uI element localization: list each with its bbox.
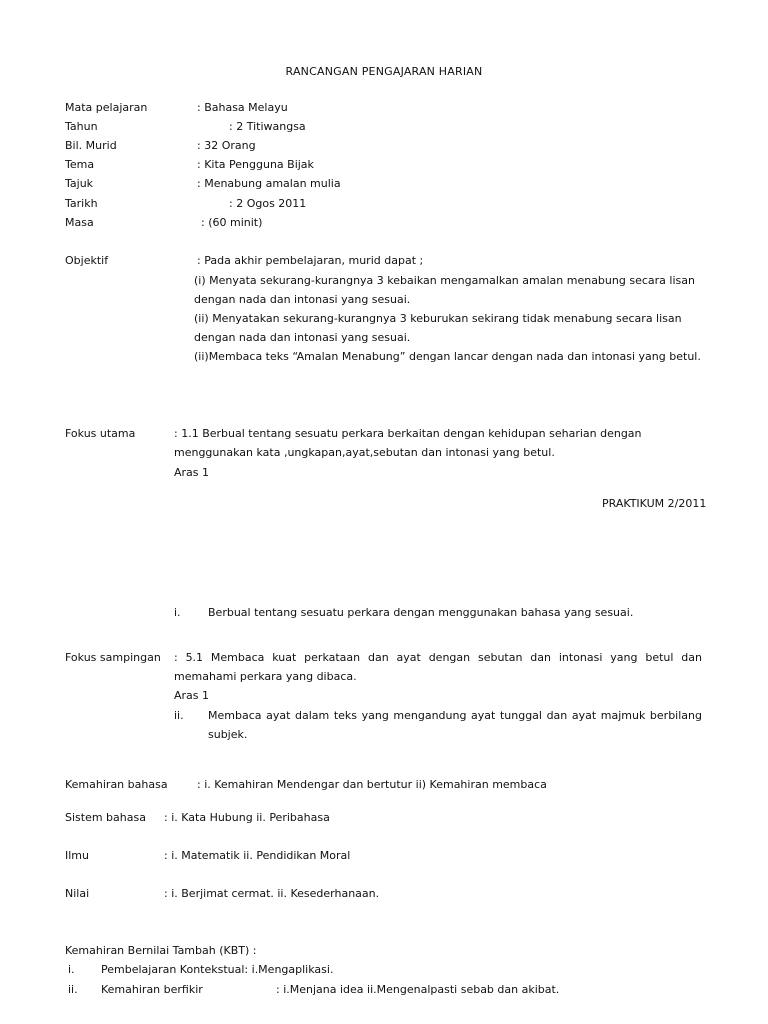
kbt-item-number: i. xyxy=(68,963,75,976)
info-label-date: Tarikh xyxy=(65,197,98,210)
kbt-item-value: : i.Menjana idea ii.Mengenalpasti sebab dan akibat. xyxy=(276,983,560,996)
kbt-heading: Kemahiran Bernilai Tambah (KBT) : xyxy=(65,944,257,957)
info-label-subject: Mata pelajaran xyxy=(65,101,148,114)
language-system-value: : i. Kata Hubung ii. Peribahasa xyxy=(164,811,330,824)
main-focus-item-number: i. xyxy=(174,606,181,619)
main-focus-line: menggunakan kata ,ungkapan,ayat,sebutan dan intonasi yang betul. xyxy=(174,446,555,459)
secondary-focus-item-text: Membaca ayat dalam teks yang mengandung ayat tunggal dan ayat majmuk berbilang xyxy=(208,709,702,722)
info-label-time: Masa xyxy=(65,216,94,229)
info-label-students: Bil. Murid xyxy=(65,139,117,152)
main-focus-level: Aras 1 xyxy=(174,466,210,479)
secondary-focus-item-number: ii. xyxy=(174,709,184,722)
info-label-topic: Tajuk xyxy=(65,177,94,190)
objective-label: Objektif xyxy=(65,254,109,267)
objective-line: dengan nada dan intonasi yang sesuai. xyxy=(194,293,411,306)
info-value-students: : 32 Orang xyxy=(197,139,256,152)
secondary-focus-label: Fokus sampingan xyxy=(65,651,161,664)
objective-line: dengan nada dan intonasi yang sesuai. xyxy=(194,331,411,344)
info-value-topic: : Menabung amalan mulia xyxy=(197,177,341,190)
info-value-time: : (60 minit) xyxy=(201,216,263,229)
main-focus-item-text: Berbual tentang sesuatu perkara dengan menggunakan bahasa yang sesuai. xyxy=(208,606,634,619)
language-system-label: Sistem bahasa xyxy=(65,811,146,824)
document-title: RANCANGAN PENGAJARAN HARIAN xyxy=(285,65,483,78)
language-skill-label: Kemahiran bahasa xyxy=(65,778,168,791)
info-label-year: Tahun xyxy=(65,120,98,133)
objective-line: (i) Menyata sekurang-kurangnya 3 kebaikan mengamalkan amalan menabung secara lisan xyxy=(194,274,695,287)
objective-intro: : Pada akhir pembelajaran, murid dapat ; xyxy=(197,254,424,267)
objective-line: (ii)Membaca teks “Amalan Menabung” dengan lancar dengan nada dan intonasi yang betul. xyxy=(194,350,701,363)
knowledge-label: Ilmu xyxy=(65,849,89,862)
info-value-theme: : Kita Pengguna Bijak xyxy=(197,158,314,171)
main-focus-line: : 1.1 Berbual tentang sesuatu perkara berkaitan dengan kehidupan seharian dengan xyxy=(174,427,642,440)
info-value-date: : 2 Ogos 2011 xyxy=(229,197,307,210)
secondary-focus-line: memahami perkara yang dibaca. xyxy=(174,670,357,683)
kbt-item-label: Pembelajaran Kontekstual: i.Mengaplikasi. xyxy=(101,963,334,976)
values-value: : i. Berjimat cermat. ii. Kesederhanaan. xyxy=(164,887,380,900)
info-label-theme: Tema xyxy=(65,158,95,171)
info-value-year: : 2 Titiwangsa xyxy=(229,120,306,133)
secondary-focus-level: Aras 1 xyxy=(174,689,210,702)
secondary-focus-item-text: subjek. xyxy=(208,728,248,741)
main-focus-label: Fokus utama xyxy=(65,427,136,440)
info-value-subject: : Bahasa Melayu xyxy=(197,101,288,114)
kbt-item-number: ii. xyxy=(68,983,78,996)
values-label: Nilai xyxy=(65,887,90,900)
kbt-item-label: Kemahiran berfikir xyxy=(101,983,203,996)
secondary-focus-line: : 5.1 Membaca kuat perkataan dan ayat dengan sebutan dan intonasi yang betul dan xyxy=(174,651,702,664)
objective-line: (ii) Menyatakan sekurang-kurangnya 3 keburukan sekirang tidak menabung secara lisan xyxy=(194,312,682,325)
practicum-label: PRAKTIKUM 2/2011 xyxy=(602,497,707,510)
language-skill-value: : i. Kemahiran Mendengar dan bertutur ii) Kemahiran membaca xyxy=(197,778,547,791)
knowledge-value: : i. Matematik ii. Pendidikan Moral xyxy=(164,849,351,862)
